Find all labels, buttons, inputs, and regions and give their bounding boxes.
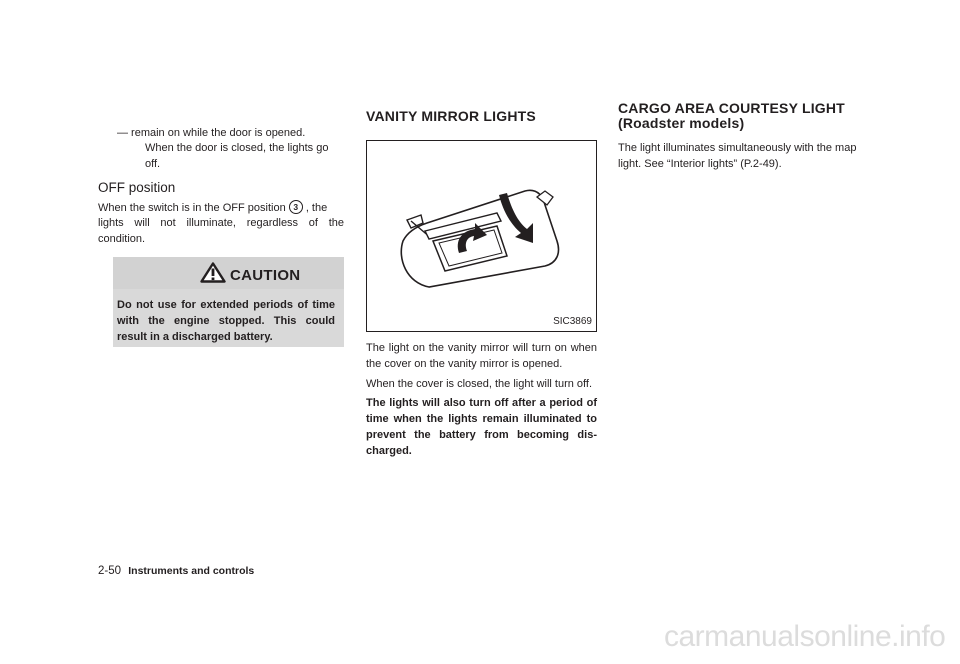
footer-section: Instruments and controls	[128, 565, 255, 577]
vanity-mirror-heading: VANITY MIRROR LIGHTS	[366, 108, 536, 124]
cargo-text-line1: The light illuminates simultaneously with the map	[618, 142, 857, 154]
figure-code: SIC3869	[553, 316, 592, 327]
page-number: 2-50	[98, 565, 122, 577]
caution-line3: result in a discharged battery.	[117, 331, 273, 343]
vanity-mirror-figure	[366, 140, 597, 332]
watermark: carmanualsonline.info	[664, 620, 946, 653]
dash-item-line3: off.	[145, 158, 161, 170]
vanity-bold-line4: charged.	[366, 445, 412, 457]
cargo-text-line2: light. See “Interior lights” (P.2-49).	[618, 158, 782, 170]
caution-title: CAUTION	[230, 267, 301, 284]
dash-item-line1: — remain on while the door is opened.	[117, 127, 306, 139]
vanity-para2: When the cover is closed, the light will turn off.	[366, 378, 593, 390]
off-text-pre: When the switch is in the OFF position	[98, 202, 286, 214]
off-position-line2: lights will not illuminate, regardless of the	[98, 217, 344, 229]
caution-line1: Do not use for extended periods of time	[117, 299, 335, 311]
caution-line2: with the engine stopped. This could	[117, 315, 335, 327]
callout-number-3: 3	[289, 200, 303, 214]
off-position-heading: OFF position	[98, 180, 176, 195]
off-text-post: , the	[305, 202, 328, 214]
off-position-line1	[98, 200, 344, 217]
dash-item-line2: When the door is closed, the lights go	[145, 142, 329, 154]
cargo-light-heading-line1: CARGO AREA COURTESY LIGHT	[618, 100, 845, 116]
off-position-line3: condition.	[98, 233, 146, 245]
vanity-bold-line1: The lights will also turn off after a period of	[366, 397, 597, 409]
warning-icon	[200, 262, 226, 283]
vanity-bold-line3: prevent the battery from becoming dis-	[366, 429, 597, 441]
vanity-para1-line1: The light on the vanity mirror will turn on when	[366, 342, 597, 354]
page-footer	[98, 565, 254, 577]
cargo-light-heading-line2: (Roadster models)	[618, 115, 745, 131]
sun-visor-illustration	[367, 141, 596, 331]
vanity-bold-line2: time when the lights remain illuminated to	[366, 413, 597, 425]
caution-header	[113, 257, 344, 289]
vanity-para1-line2: the cover on the vanity mirror is opened.	[366, 358, 563, 370]
